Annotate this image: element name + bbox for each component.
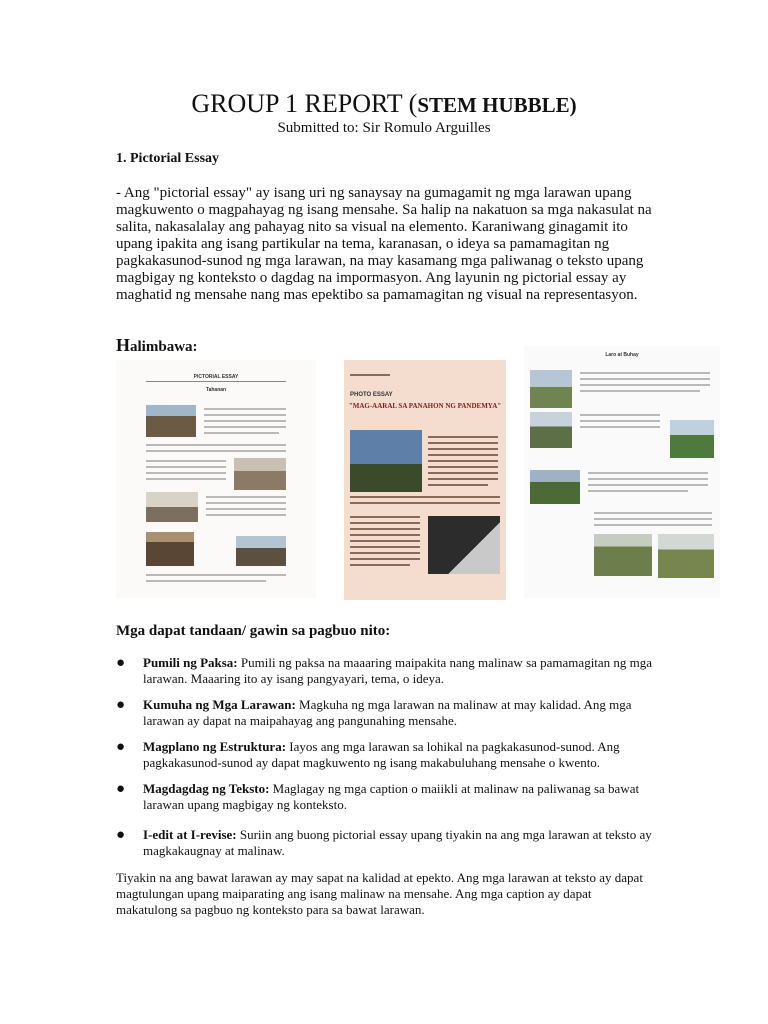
report-title (0, 88, 768, 121)
example-one-title: Tahanan (205, 387, 227, 393)
bullet-icon: ● (116, 827, 126, 843)
play-photo-4 (530, 470, 580, 504)
list-item-term: Pumili ng Paksa: (143, 655, 238, 670)
example-heading (116, 335, 198, 356)
example-one-header: PICTORIAL ESSAY (193, 374, 239, 380)
yard-photo (236, 536, 286, 566)
example-image-tahanan (116, 360, 316, 598)
title-group-name: STEM HUBBLE) (417, 93, 577, 117)
list-item-term: Kumuha ng Mga Larawan: (143, 697, 296, 712)
room-photo (146, 492, 198, 522)
list-item-text: Magkuha ng mga larawan na malinaw at may kalidad. Ang mga larawan ay dapat na maipahayag ang pangunahing mensahe. (143, 697, 632, 728)
example-heading-initial: H (116, 335, 131, 355)
play-photo-1 (530, 370, 572, 408)
bullet-icon: ● (116, 697, 126, 713)
list-item-text: Maglagay ng mga caption o maiikli at malinaw na paliwanag sa bawat larawan upang magbigay ng konteksto. (143, 781, 640, 812)
play-photo-2 (530, 412, 572, 448)
title-prefix: GROUP 1 REPORT ( (191, 89, 418, 118)
play-photo-6 (658, 534, 714, 578)
list-item-text: Suriin ang buong pictorial essay upang tiyakin na ang mga larawan at teksto ay magkakaugnay at malinaw. (143, 827, 652, 858)
play-photo-5 (594, 534, 652, 576)
kitchen-photo (146, 532, 194, 566)
closing-paragraph: Tiyakin na ang bawat larawan ay may sapat na kalidad at epekto. Ang mga larawan at teksto ay dapat magtulungan upang maiparating ang isang malinaw na mensahe. Ang mga caption ay dapat makatulong sa pagbuo ng konteksto para sa bawat larawan. (116, 870, 643, 917)
bullet-icon: ● (116, 739, 126, 755)
laptop-photo (428, 516, 500, 574)
example-heading-rest: alimbawa: (130, 339, 198, 355)
example-image-laro-at-buhay (524, 346, 720, 598)
interior-photo (234, 458, 286, 490)
report-subtitle: Submitted to: Sir Romulo Arguilles (277, 120, 491, 136)
example-three-title: Laro at Buhay (605, 352, 639, 358)
bullet-icon: ● (116, 781, 126, 797)
bullet-icon: ● (116, 655, 126, 671)
list-item-term: Magdagdag ng Teksto: (143, 781, 270, 796)
list-item-term: I-edit at I-revise: (143, 827, 237, 842)
list-item-text: Pumili ng paksa na maaaring maipakita nang malinaw sa pamamagitan ng mga larawan. Maaaring ito ay isang pangyayari, tema, o ideya. (143, 655, 653, 686)
play-photo-3 (670, 420, 714, 458)
house-photo (146, 405, 196, 437)
sky-photo (350, 430, 422, 492)
list-item-term: Magplano ng Estruktura: (143, 739, 287, 754)
intro-paragraph: - Ang "pictorial essay" ay isang uri ng sanaysay na gumagamit ng mga larawan upang magkuwento o magpahayag ng isang mensahe. Sa halip na nakatuon sa mga nakasulat na salita, nakasalalay ang pahayag nito sa visual na elemento. Karaniwang ginagamit ito upang ipakita ang isang partikular na tema, karanasan, o ideya sa pamamagitan ng pagkakasunod-sunod ng mga larawan, na may kasamang mga paliwanag o teksto upang magbigay ng konteksto o dagdag na impormasyon. Ang layunin ng pictorial essay ay maghatid ng mensahe nang mas epektibo sa pamamagitan ng visual na representasyon. (116, 185, 652, 303)
section-heading: 1. Pictorial Essay (116, 151, 220, 166)
example-two-label: PHOTO ESSAY (350, 392, 393, 398)
example-two-title: "MAG-AARAL SA PANAHON NG PANDEMYA" (348, 402, 502, 410)
guidelines-heading: Mga dapat tandaan/ gawin sa pagbuo nito: (116, 623, 391, 639)
list-item-text: Iayos ang mga larawan sa lohikal na pagkakasunod-sunod. Ang pagkakasunod-sunod ay dapat magkuwento ng isang makabuluhang mensahe o kwento. (143, 739, 620, 770)
example-image-photo-essay (344, 360, 506, 600)
